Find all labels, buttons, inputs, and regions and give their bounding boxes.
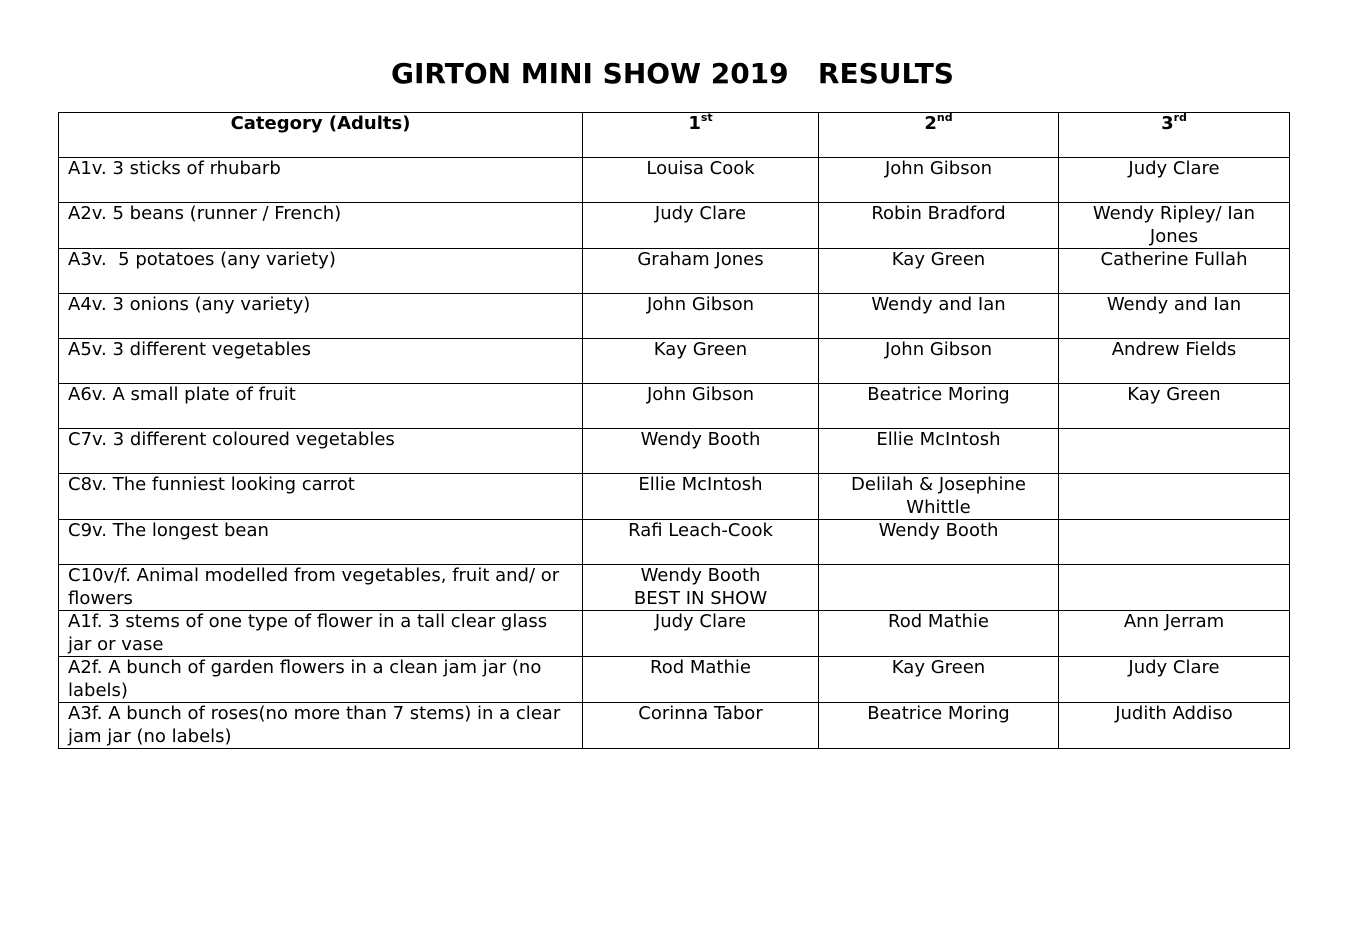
second-place-cell: Beatrice Moring — [819, 384, 1059, 429]
category-cell: A5v. 3 different vegetables — [59, 339, 583, 384]
third-place-cell — [1059, 474, 1290, 520]
first-place-cell: John Gibson — [583, 384, 819, 429]
table-row — [59, 429, 1290, 474]
header-third-label: 3 — [1161, 113, 1174, 134]
header-first-suffix: st — [700, 112, 713, 124]
first-place-cell — [583, 565, 819, 611]
header-third-suffix: rd — [1173, 112, 1187, 124]
second-place-cell: Delilah & Josephine Whittle — [819, 474, 1059, 520]
first-place-cell: Judy Clare — [583, 611, 819, 657]
third-place-cell: Judy Clare — [1059, 158, 1290, 203]
table-row — [59, 611, 1290, 657]
category-cell: A1v. 3 sticks of rhubarb — [59, 158, 583, 203]
table-row — [59, 520, 1290, 565]
category-cell: C10v/f. Animal modelled from vegetables, fruit and/ or flowers — [59, 565, 583, 611]
third-place-cell: Andrew Fields — [1059, 339, 1290, 384]
second-place-cell: Kay Green — [819, 657, 1059, 703]
best-in-show-note: BEST IN SHOW — [633, 587, 768, 609]
header-second — [819, 113, 1059, 158]
second-place-cell: John Gibson — [819, 158, 1059, 203]
third-place-cell — [1059, 520, 1290, 565]
page-title: GIRTON MINI SHOW 2019 RESULTS — [391, 57, 954, 90]
table-row — [59, 203, 1290, 249]
table-row — [59, 565, 1290, 611]
third-place-cell: Ann Jerram — [1059, 611, 1290, 657]
header-third — [1059, 113, 1290, 158]
table-row — [59, 249, 1290, 294]
first-place-cell: Wendy Booth — [583, 429, 819, 474]
category-cell: A2v. 5 beans (runner / French) — [59, 203, 583, 249]
header-category — [59, 113, 583, 158]
category-cell: A2f. A bunch of garden flowers in a clean jam jar (no labels) — [59, 657, 583, 703]
table-row — [59, 158, 1290, 203]
third-place-cell: Kay Green — [1059, 384, 1290, 429]
third-place-cell: Wendy Ripley/ Ian Jones — [1059, 203, 1290, 249]
table-row — [59, 294, 1290, 339]
category-cell: A6v. A small plate of fruit — [59, 384, 583, 429]
table-header-row — [59, 113, 1290, 158]
second-place-cell — [819, 565, 1059, 611]
first-place-cell: Judy Clare — [583, 203, 819, 249]
first-place-cell: Louisa Cook — [583, 158, 819, 203]
table-row — [59, 384, 1290, 429]
first-place-name: Wendy Booth — [640, 565, 761, 586]
table-row — [59, 657, 1290, 703]
first-place-cell: Kay Green — [583, 339, 819, 384]
first-place-cell: Ellie McIntosh — [583, 474, 819, 520]
table-row — [59, 703, 1290, 749]
category-cell: C8v. The funniest looking carrot — [59, 474, 583, 520]
second-place-cell: Wendy and Ian — [819, 294, 1059, 339]
first-place-cell: Rafi Leach-Cook — [583, 520, 819, 565]
category-cell: A1f. 3 stems of one type of flower in a tall clear glass jar or vase — [59, 611, 583, 657]
category-cell: C9v. The longest bean — [59, 520, 583, 565]
category-cell: C7v. 3 different coloured vegetables — [59, 429, 583, 474]
first-place-cell: Rod Mathie — [583, 657, 819, 703]
category-cell: A3f. A bunch of roses(no more than 7 stems) in a clear jam jar (no labels) — [59, 703, 583, 749]
table-row — [59, 474, 1290, 520]
results-table — [58, 112, 1290, 749]
third-place-cell: Wendy and Ian — [1059, 294, 1290, 339]
table-row — [59, 339, 1290, 384]
third-place-cell — [1059, 565, 1290, 611]
second-place-cell: Ellie McIntosh — [819, 429, 1059, 474]
second-place-cell: Kay Green — [819, 249, 1059, 294]
first-place-cell: Graham Jones — [583, 249, 819, 294]
second-place-cell: Rod Mathie — [819, 611, 1059, 657]
header-second-label: 2 — [924, 113, 937, 134]
first-place-cell: John Gibson — [583, 294, 819, 339]
third-place-cell — [1059, 429, 1290, 474]
second-place-cell: Beatrice Moring — [819, 703, 1059, 749]
header-category-label: Category (Adults) — [230, 113, 411, 134]
second-place-cell: Wendy Booth — [819, 520, 1059, 565]
second-place-cell: John Gibson — [819, 339, 1059, 384]
third-place-cell: Judy Clare — [1059, 657, 1290, 703]
header-second-suffix: nd — [936, 112, 953, 124]
first-place-cell: Corinna Tabor — [583, 703, 819, 749]
category-cell: A4v. 3 onions (any variety) — [59, 294, 583, 339]
third-place-cell: Judith Addiso — [1059, 703, 1290, 749]
second-place-cell: Robin Bradford — [819, 203, 1059, 249]
category-cell: A3v. 5 potatoes (any variety) — [59, 249, 583, 294]
header-first-label: 1 — [688, 113, 701, 134]
third-place-cell: Catherine Fullah — [1059, 249, 1290, 294]
header-first — [583, 113, 819, 158]
